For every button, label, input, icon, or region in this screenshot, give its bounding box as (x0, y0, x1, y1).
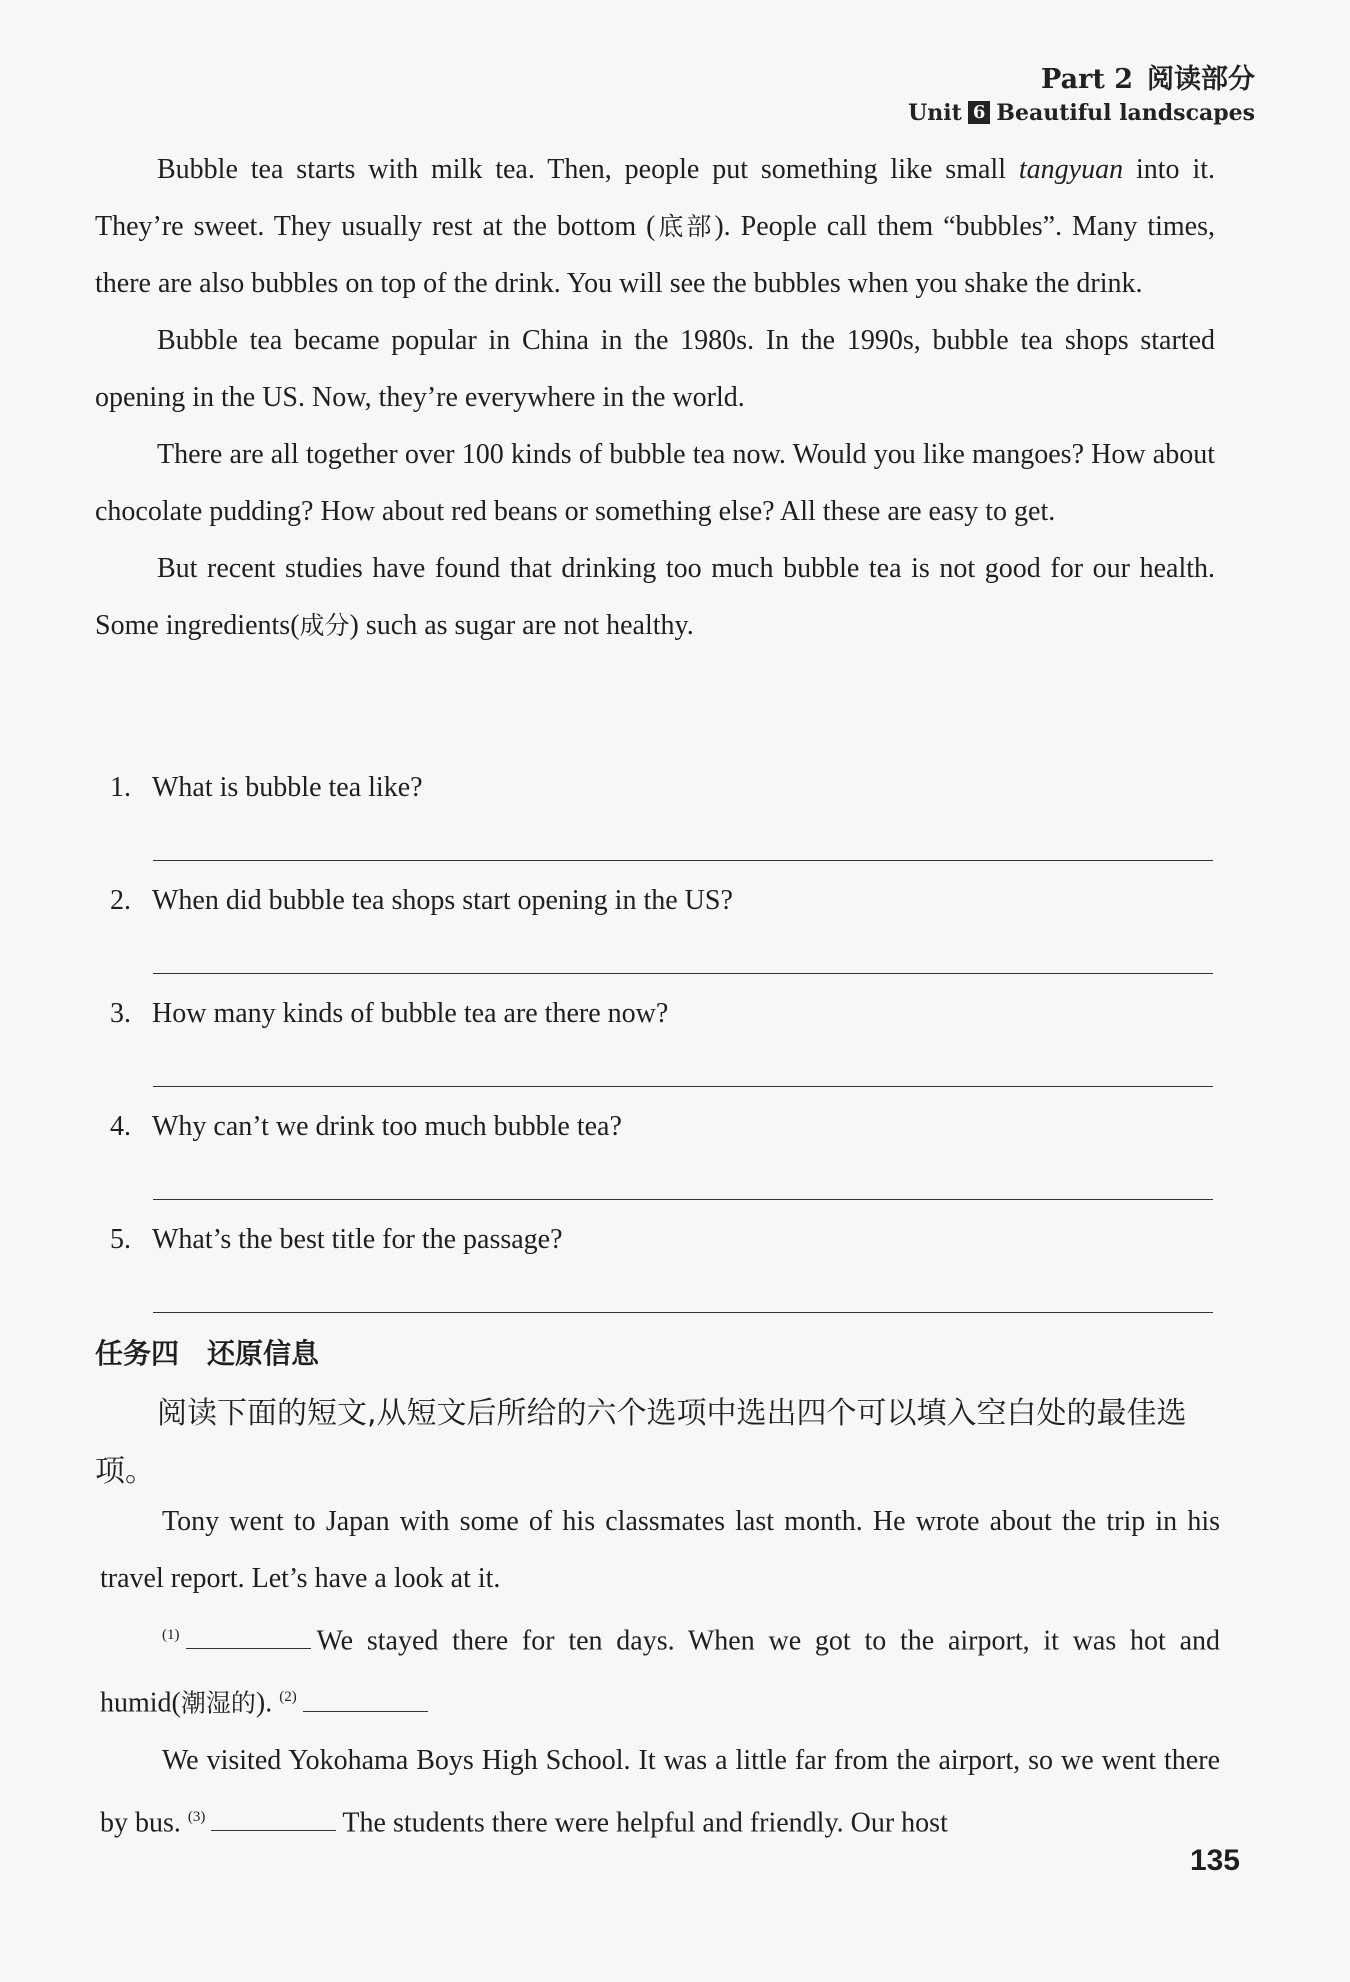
answer-line-5[interactable] (153, 1312, 1213, 1313)
part-label: Part 2 (1041, 64, 1133, 95)
question-1: 1. What is bubble tea like? (110, 772, 423, 803)
part-cn-label: 阅读部分 (1147, 64, 1255, 95)
answer-line-3[interactable] (153, 1086, 1213, 1087)
passage-paragraph-3: There are all together over 100 kinds of bubble tea now. Would you like mangoes? How about chocolate pudding? How about red beans or something else? All these are easy to get. (95, 439, 1215, 527)
question-4: 4. Why can’t we drink too much bubble tea? (110, 1111, 622, 1142)
page-number: 135 (1189, 1844, 1240, 1877)
unit-label: Unit (908, 100, 962, 126)
part-heading (1041, 57, 1255, 96)
question-2: 2. When did bubble tea shops start opening in the US? (110, 885, 733, 916)
answer-line-1[interactable] (153, 860, 1213, 861)
unit-heading (908, 100, 1255, 126)
answer-line-2[interactable] (153, 973, 1213, 974)
passage-paragraph-4: But recent studies have found that drinking too much bubble tea is not good for our health. Some ingredients(成分) such as sugar are not healthy. (95, 553, 1215, 641)
blank-1[interactable] (186, 1626, 311, 1649)
unit-title: Beautiful landscapes (996, 100, 1255, 126)
unit-number-badge: 6 (968, 101, 991, 124)
blank-2[interactable] (303, 1689, 428, 1712)
task4-instruction: 阅读下面的短文,从短文后所给的六个选项中选出四个可以填入空白处的最佳选项。 (95, 1396, 1187, 1489)
reading-passage (95, 141, 1215, 654)
tony-paragraph-1: Tony went to Japan with some of his classmates last month. He wrote about the trip in his travel report. Let’s have a look at it. (100, 1506, 1220, 1594)
tony-paragraph-3: We visited Yokohama Boys High School. It was a little far from the airport, so we went there by bus. $^{(3)}$ The students there were helpful and friendly. Our host (100, 1744, 1220, 1838)
question-3: 3. How many kinds of bubble tea are there now? (110, 998, 669, 1029)
italic-word: tangyuan (1018, 154, 1124, 185)
tony-paragraph-2: $^{(1)}$ We stayed there for ten days. When we got to the airport, it was hot and humid(潮湿的). $^{(2)}$ (100, 1625, 1220, 1719)
task4-title: 任务四 还原信息 (95, 1337, 320, 1370)
blank-3[interactable] (211, 1808, 336, 1831)
tony-report (100, 1493, 1220, 1851)
passage-paragraph-2: Bubble tea became popular in China in the 1980s. In the 1990s, bubble tea shops started opening in the US. Now, they’re everywhere in the world. (95, 325, 1215, 413)
passage-paragraph-1: Bubble tea starts with milk tea. Then, people put something like small tangyuan into it. They’re sweet. They usually rest at the bottom (底部). People call them “bubbles”. Many times, there are also bubbles on top of the drink. You will see the bubbles when you shake the drink. (95, 154, 1216, 299)
question-5: 5. What’s the best title for the passage? (110, 1224, 563, 1255)
answer-line-4[interactable] (153, 1199, 1213, 1200)
